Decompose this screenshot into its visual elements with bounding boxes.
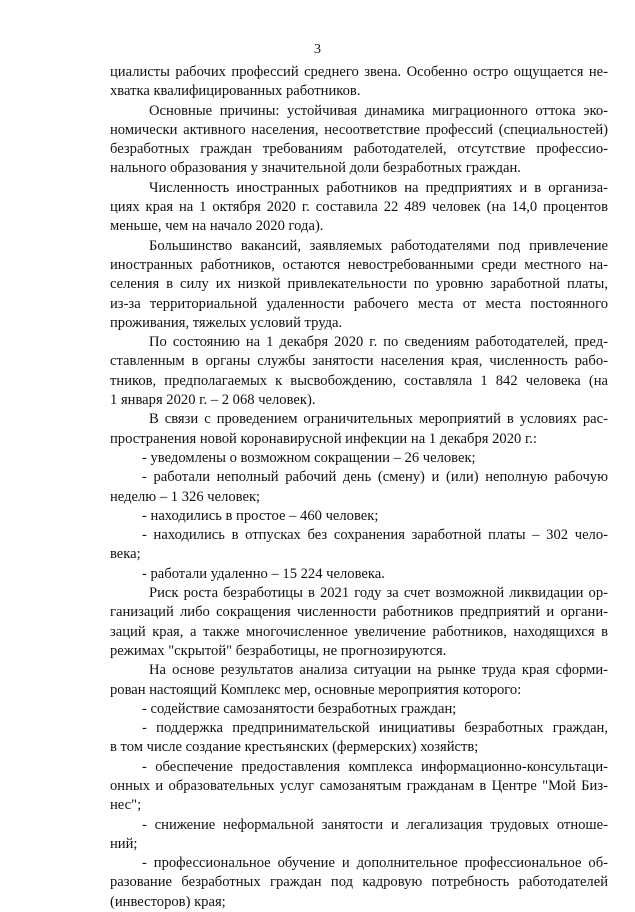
list-item: - профессиональное обучение и дополнительное профессиональное об- xyxy=(142,855,608,872)
text-line: меньше, чем на начало 2020 года). xyxy=(110,218,324,235)
list-item: ний; xyxy=(110,835,138,852)
text-line: В связи с проведением ограничительных мероприятий в условиях рас- xyxy=(149,411,608,428)
list-item: - уведомлены о возможном сокращении – 26 человек; xyxy=(142,449,476,466)
text-line: ставленным в органы службы занятости населения края, численность рабо- xyxy=(110,353,608,370)
list-item: - находились в простое – 460 человек; xyxy=(142,507,379,524)
text-line: рован настоящий Комплекс мер, основные мероприятия которого: xyxy=(110,681,522,698)
text-line: иностранных работников, остаются невостребованными среди местного на- xyxy=(110,256,608,273)
text-line: пространения новой коронавирусной инфекции на 1 декабря 2020 г.: xyxy=(110,430,537,447)
text-line: циях края на 1 октября 2020 г. составила 22 489 человек (на 14,0 процентов xyxy=(110,199,608,216)
text-line: из-за территориальной удаленности рабочего места от места постоянного xyxy=(110,295,608,312)
list-item: - поддержка предпринимательской инициативы безработных граждан, xyxy=(142,720,608,737)
list-item: - содействие самозанятости безработных граждан; xyxy=(142,700,457,717)
list-item: - работали неполный рабочий день (смену) и (или) неполную рабочую xyxy=(142,469,608,486)
list-item: в том числе создание крестьянских (фермерских) хозяйств; xyxy=(110,739,479,756)
text-line: нального образования у значительной доли безработных граждан. xyxy=(110,160,521,177)
text-line: селения в силу их низкой привлекательности по уровню заработной платы, xyxy=(110,276,608,293)
page-number: 3 xyxy=(314,42,321,57)
text-line: циалисты рабочих профессий среднего звена. Особенно остро ощущается не- xyxy=(110,64,608,80)
list-item: онных и образовательных услуг самозанятым гражданам в Центре "Мой Биз- xyxy=(110,777,608,794)
list-item: (инвесторов) края; xyxy=(110,893,226,910)
text-line: режимах "скрытой" безработицы, не прогнозируются. xyxy=(110,642,447,659)
list-item: - снижение неформальной занятости и легализация трудовых отноше- xyxy=(142,816,608,833)
text-line: номически активного населения, несоответствие профессий (специальностей) xyxy=(110,121,608,138)
text-line: заций края, а также многочисленное увеличение работников, находящихся в xyxy=(110,623,608,640)
list-item: нес"; xyxy=(110,797,142,814)
list-item: - обеспечение предоставления комплекса информационно-консультаци- xyxy=(142,758,608,775)
list-item: века; xyxy=(110,546,141,563)
text-line: ганизаций либо сокращения численности работников предприятий и органи- xyxy=(110,604,608,621)
list-item: разование безработных граждан под кадровую потребность работодателей xyxy=(110,874,608,891)
text-line: безработных граждан требованиям работодателей, отсутствие профессио- xyxy=(110,141,608,158)
text-line: По состоянию на 1 декабря 2020 г. по сведениям работодателей, пред- xyxy=(149,334,608,351)
list-item: - находились в отпусках без сохранения заработной платы – 302 чело- xyxy=(142,527,608,544)
text-line: Численность иностранных работников на предприятиях и в организа- xyxy=(149,179,608,196)
text-line: Риск роста безработицы в 2021 году за счет возможной ликвидации ор- xyxy=(149,585,608,602)
list-item: неделю – 1 326 человек; xyxy=(110,488,261,505)
text-line: На основе результатов анализа ситуации на рынке труда края сформи- xyxy=(149,662,608,679)
text-line: хватка квалифицированных работников. xyxy=(110,83,361,100)
text-line: тников, предполагаемых к высвобождению, составляла 1 842 человека (на xyxy=(110,372,608,389)
text-line: проживания, тяжелых условий труда. xyxy=(110,314,343,331)
list-item: - работали удаленно – 15 224 человека. xyxy=(142,565,385,582)
text-line: Большинство вакансий, заявляемых работодателями под привлечение xyxy=(149,237,608,254)
text-line: Основные причины: устойчивая динамика миграционного оттока эко- xyxy=(149,102,608,119)
body-text xyxy=(110,63,608,912)
text-line: 1 января 2020 г. – 2 068 человек). xyxy=(110,392,316,409)
